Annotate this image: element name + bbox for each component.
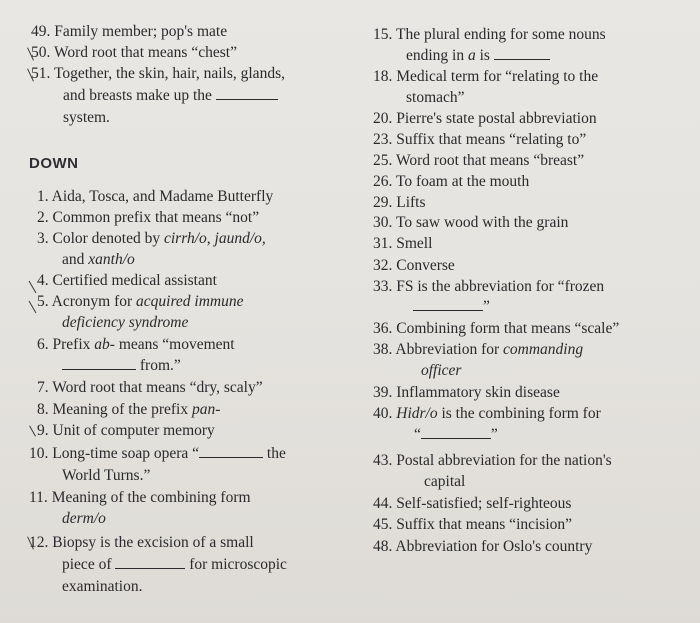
check-mark	[29, 426, 36, 437]
clue-40: 40. Hidr/o is the combining form for	[373, 405, 601, 422]
answer-blank	[115, 556, 185, 569]
clue-51-line3: system.	[63, 109, 110, 126]
clue-2: 2. Common prefix that means “not”	[37, 209, 260, 226]
clue-44: 44. Self-satisfied; self-righteous	[373, 495, 572, 512]
answer-blank	[494, 47, 550, 60]
clue-33-line2: ”	[413, 297, 490, 317]
clue-15: 15. The plural ending for some nouns	[373, 26, 606, 43]
clue-51-line2: and breasts make up the	[63, 86, 278, 106]
clue-12: 12. Biopsy is the excision of a small	[29, 534, 254, 551]
clue-45: 45. Suffix that means “incision”	[373, 516, 573, 533]
clue-49	[31, 22, 227, 42]
clue-32: 32. Converse	[373, 257, 455, 274]
clue-40-line2: “ ”	[414, 426, 498, 443]
check-mark	[29, 301, 37, 314]
clue-text: Together, the skin, hair, nails, glands,	[53, 65, 285, 82]
clue-23: 23. Suffix that means “relating to”	[373, 131, 587, 148]
clue-15-line2: ending in a is	[406, 46, 550, 66]
answer-blank	[62, 357, 136, 370]
clue-number: 51.	[31, 65, 51, 82]
clue-31: 31. Smell	[373, 235, 433, 252]
answer-blank	[421, 426, 491, 439]
clue-18-line2: stomach”	[406, 89, 465, 106]
clue-29: 29. Lifts	[373, 194, 426, 211]
down-heading: DOWN	[29, 155, 79, 172]
clue-6-line2: from.”	[62, 356, 181, 376]
clue-1: 1. Aida, Tosca, and Madame Butterfly	[37, 188, 274, 205]
clue-20: 20. Pierre's state postal abbreviation	[373, 110, 597, 127]
clue-12-line2: piece of for microscopic	[62, 556, 287, 573]
clue-11-line2: derm/o	[62, 510, 106, 527]
clue-10-line2: World Turns.”	[62, 467, 151, 484]
clue-39: 39. Inflammatory skin disease	[373, 384, 560, 401]
clue-36: 36. Combining form that means “scale”	[373, 320, 620, 337]
clue-38: 38. Abbreviation for commanding	[373, 341, 584, 358]
clue-5: 5. Acronym for acquired immune	[37, 293, 244, 310]
clue-25: 25. Word root that means “breast”	[373, 152, 585, 169]
answer-blank	[216, 87, 278, 100]
clue-4: 4. Certified medical assistant	[37, 272, 217, 289]
clue-text: Family member; pop's mate	[54, 23, 228, 40]
clue-3-line2: and xanth/o	[62, 251, 135, 268]
answer-blank	[199, 445, 263, 458]
clue-43: 43. Postal abbreviation for the nation's	[373, 452, 612, 469]
clue-11: 11. Meaning of the combining form	[29, 489, 251, 506]
clue-43-line2: capital	[424, 473, 466, 490]
clue-8: 8. Meaning of the prefix pan-	[37, 401, 221, 418]
answer-blank	[413, 298, 483, 311]
clue-26: 26. To foam at the mouth	[373, 173, 530, 190]
clue-30: 30. To saw wood with the grain	[373, 214, 569, 231]
clue-9: 9. Unit of computer memory	[37, 422, 215, 439]
clue-7: 7. Word root that means “dry, scaly”	[37, 379, 263, 396]
clue-3: 3. Color denoted by cirrh/o, jaund/o,	[37, 230, 266, 247]
clue-number: 50.	[31, 44, 51, 61]
clue-48: 48. Abbreviation for Oslo's country	[373, 538, 593, 555]
clue-6: 6. Prefix ab- means “movement	[37, 336, 235, 353]
clue-12-line3: examination.	[62, 578, 143, 595]
clue-51	[31, 64, 285, 84]
clue-33: 33. FS is the abbreviation for “frozen	[373, 278, 605, 295]
clue-18: 18. Medical term for “relating to the	[373, 68, 599, 85]
clue-text: Word root that means “chest”	[53, 44, 237, 61]
check-mark	[29, 281, 37, 294]
clue-50	[31, 43, 237, 63]
clue-5-line2: deficiency syndrome	[62, 314, 189, 331]
clue-10: 10. Long-time soap opera “ the	[29, 445, 286, 462]
clue-38-line2: officer	[421, 362, 462, 379]
clue-number: 49.	[31, 23, 51, 40]
